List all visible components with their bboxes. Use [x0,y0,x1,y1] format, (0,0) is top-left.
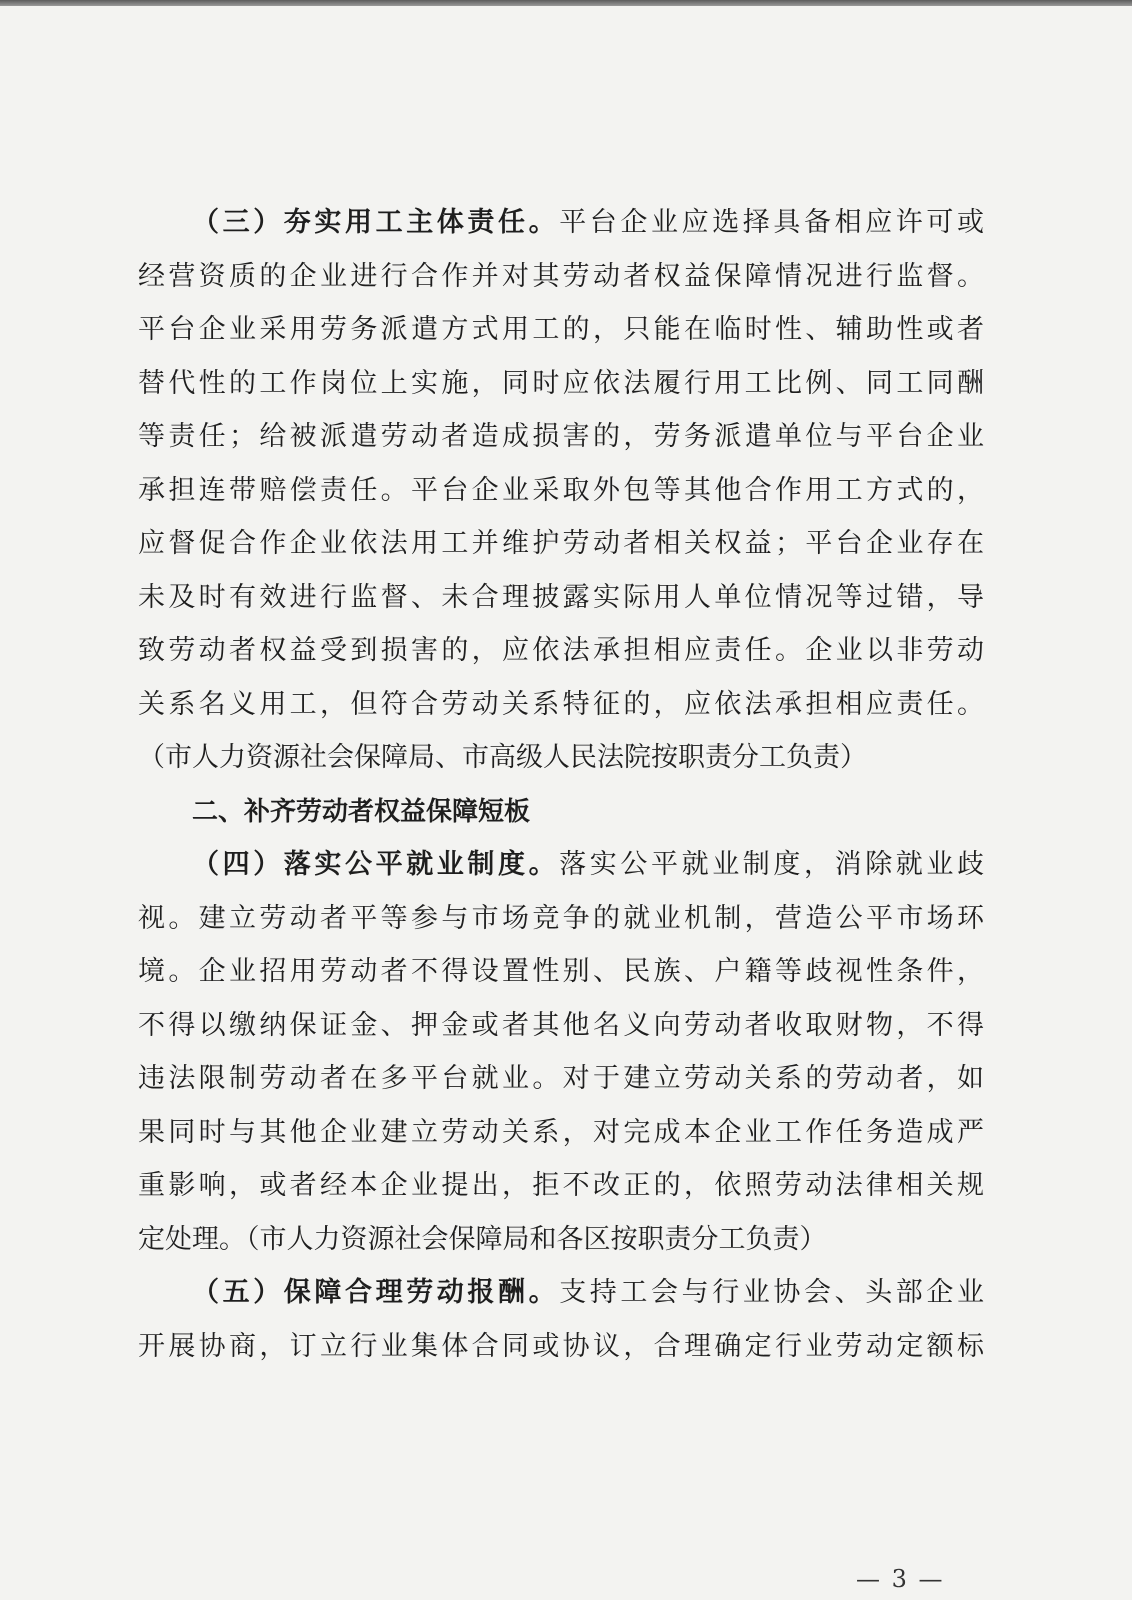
clause-4-title: （四）落实公平就业制度。 [192,849,560,880]
paragraph-3-line-1: （三）夯实用工主体责任。平台企业应选择具备相应许可或 [192,207,985,238]
paragraph-3-line-7: 应督促合作企业依法用工并维护劳动者相关权益；平台企业存在 [138,528,984,559]
paragraph-3-line-11: （市人力资源社会保障局、市高级人民法院按职责分工负责） [138,742,867,773]
paragraph-3-line-6: 承担连带赔偿责任。平台企业采取外包等其他合作用工方式的， [138,474,984,506]
section-heading [138,785,984,839]
paragraph-5-line-1: （五）保障合理劳动报酬。支持工会与行业协会、头部企业 [192,1277,985,1308]
paragraph-4-line-4: 不得以缴纳保证金、押金或者其他名义向劳动者收取财物，不得 [138,1009,984,1041]
paragraph-3-line-9: 致劳动者权益受到损害的，应依法承担相应责任。企业以非劳动 [138,635,984,666]
clause-5-title: （五）保障合理劳动报酬。 [192,1277,560,1308]
paragraph-4-line-3: 境。企业招用劳动者不得设置性别、民族、户籍等歧视性条件， [138,956,984,987]
scan-top-edge [0,0,1132,6]
paragraph-4-line-1: （四）落实公平就业制度。落实公平就业制度，消除就业歧 [192,849,985,880]
paragraph-3-line-4: 替代性的工作岗位上实施，同时应依法履行用工比例、同工同酬 [138,367,984,399]
page-number: — 3 — [856,1565,945,1593]
paragraph-4-line-6: 果同时与其他企业建立劳动关系，对完成本企业工作任务造成严 [138,1116,984,1148]
paragraph-3-line-8: 未及时有效进行监督、未合理披露实际用人单位情况等过错，导 [138,581,984,613]
paragraph-3-line-3: 平台企业采用劳务派遣方式用工的，只能在临时性、辅助性或者 [138,314,984,345]
paragraph-4-line-8: 定处理。（市人力资源社会保障局和各区按职责分工负责） [138,1223,827,1255]
paragraph-4-line-2: 视。建立劳动者平等参与市场竞争的就业机制，营造公平市场环 [138,902,984,934]
paragraph-4-line-7: 重影响，或者经本企业提出，拒不改正的，依照劳动法律相关规 [138,1170,984,1201]
paragraph-5-line-2: 开展协商，订立行业集体合同或协议，合理确定行业劳动定额标 [138,1330,984,1362]
section-2-title: 二、补齐劳动者权益保障短板 [192,796,531,827]
paragraph-4-line-5: 违法限制劳动者在多平台就业。对于建立劳动关系的劳动者，如 [138,1063,984,1094]
paragraph-3-line-2: 经营资质的企业进行合作并对其劳动者权益保障情况进行监督。 [138,260,984,292]
document-body [138,196,984,1373]
paragraph-3-line-10: 关系名义用工，但符合劳动关系特征的，应依法承担相应责任。 [138,688,984,720]
paragraph-3-line-5: 等责任；给被派遣劳动者造成损害的，劳务派遣单位与平台企业 [138,421,984,452]
clause-3-title: （三）夯实用工主体责任。 [192,207,560,238]
